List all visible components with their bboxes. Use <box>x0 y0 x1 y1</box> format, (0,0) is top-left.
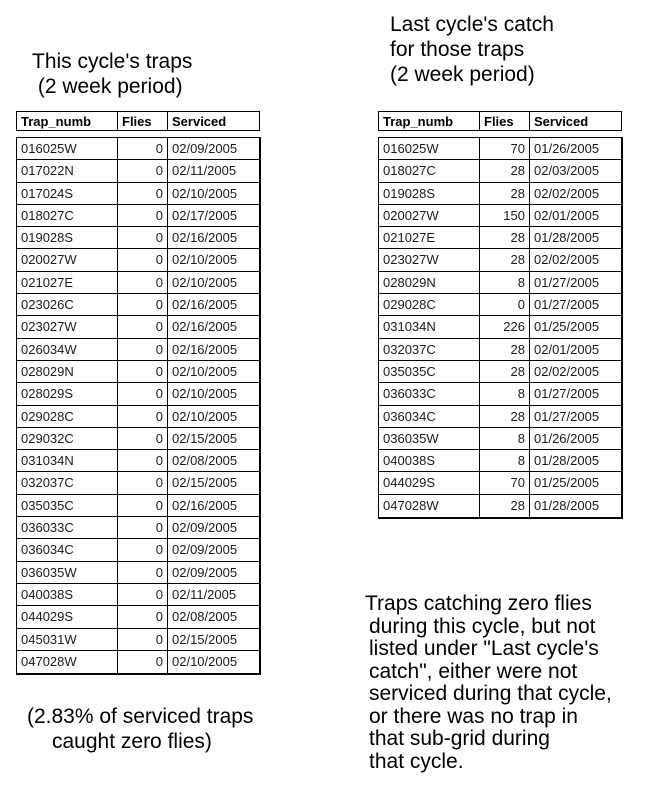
table-row <box>17 138 259 160</box>
trap-number-cell: 045031W <box>17 629 118 650</box>
flies-cell: 70 <box>480 472 530 493</box>
flies-cell: 0 <box>118 629 168 650</box>
trap-number-cell: 035035C <box>379 361 480 382</box>
serviced-date-cell: 02/16/2005 <box>172 319 238 335</box>
zero-flies-note-line1: (2.83% of serviced traps <box>27 705 254 728</box>
flies-cell: 8 <box>480 450 530 471</box>
trap-number-cell: 044029S <box>379 472 480 493</box>
serviced-date-cell: 02/10/2005 <box>172 386 238 402</box>
flies-cell: 0 <box>118 584 168 605</box>
table-row <box>17 584 259 606</box>
table-row <box>17 361 259 383</box>
column-header-trap-numb: Trap_numb <box>17 112 118 130</box>
table-row <box>17 227 259 249</box>
flies-cell: 0 <box>118 406 168 427</box>
trap-number-cell: 026034W <box>17 339 118 360</box>
last-cycle-table-header <box>378 111 622 131</box>
serviced-date-cell: 02/17/2005 <box>172 207 238 223</box>
table-row <box>17 383 259 405</box>
explanation-line: Traps catching zero flies <box>365 592 592 615</box>
serviced-date-cell: 02/09/2005 <box>172 141 238 156</box>
explanation-line: or there was no trap in <box>369 704 578 728</box>
table-row <box>17 316 259 338</box>
serviced-date-cell: 02/08/2005 <box>172 609 238 625</box>
serviced-date-cell: 01/28/2005 <box>534 453 600 469</box>
table-row <box>17 562 259 584</box>
flies-cell: 0 <box>118 294 168 315</box>
trap-number-cell: 036035W <box>17 562 118 583</box>
flies-cell: 28 <box>480 406 530 427</box>
table-row <box>379 272 621 294</box>
table-row <box>379 495 621 517</box>
this-cycle-title-line2: (2 week period) <box>32 75 183 98</box>
table-row <box>17 428 259 450</box>
column-header-serviced: Serviced <box>534 114 589 129</box>
table-row <box>17 272 259 294</box>
table-row <box>379 183 621 205</box>
serviced-date-cell: 02/01/2005 <box>534 341 600 357</box>
explanation-line: during this cycle, but not <box>369 614 596 638</box>
explanation-line: that cycle. <box>369 749 464 773</box>
flies-cell: 0 <box>118 495 168 516</box>
explanation-line: serviced during that cycle, <box>369 682 612 705</box>
flies-cell: 226 <box>480 316 530 337</box>
column-header-flies: Flies <box>118 112 168 130</box>
last-cycle-title-line2: for those traps <box>390 38 525 61</box>
table-row <box>17 517 259 539</box>
table-row <box>17 450 259 472</box>
table-row <box>379 249 621 271</box>
trap-number-cell: 018027C <box>17 205 118 226</box>
flies-cell: 70 <box>480 138 530 159</box>
serviced-date-cell: 02/11/2005 <box>172 163 237 179</box>
flies-cell: 0 <box>118 606 168 627</box>
serviced-date-cell: 01/25/2005 <box>534 319 600 335</box>
explanation-line: listed under "Last cycle's <box>369 637 599 660</box>
flies-cell: 150 <box>480 205 530 226</box>
trap-number-cell: 023027W <box>17 316 118 337</box>
serviced-date-cell: 01/25/2005 <box>534 475 600 491</box>
explanation-line: catch", either were not <box>369 659 578 683</box>
flies-cell: 0 <box>118 249 168 270</box>
table-row <box>379 428 621 450</box>
explanation-line: that sub-grid during <box>369 727 550 750</box>
serviced-date-cell: 01/27/2005 <box>534 274 600 290</box>
table-row <box>379 294 621 316</box>
serviced-date-cell: 02/10/2005 <box>172 252 238 268</box>
flies-cell: 28 <box>480 361 530 382</box>
trap-number-cell: 021027E <box>379 227 480 248</box>
flies-cell: 0 <box>118 138 168 159</box>
serviced-date-cell: 02/10/2005 <box>172 274 238 290</box>
flies-cell: 0 <box>118 539 168 560</box>
serviced-date-cell: 02/15/2005 <box>172 430 238 446</box>
serviced-date-cell: 02/16/2005 <box>172 497 238 513</box>
flies-cell: 0 <box>118 160 168 181</box>
flies-cell: 28 <box>480 495 530 517</box>
table-row <box>17 183 259 205</box>
serviced-date-cell: 02/02/2005 <box>534 252 600 268</box>
serviced-date-cell: 02/15/2005 <box>172 475 238 491</box>
table-row <box>17 406 259 428</box>
table-row <box>17 339 259 361</box>
this-cycle-table <box>16 137 261 675</box>
table-row <box>17 539 259 561</box>
serviced-date-cell: 02/09/2005 <box>172 520 238 536</box>
trap-number-cell: 016025W <box>17 138 118 159</box>
serviced-date-cell: 01/27/2005 <box>534 297 600 313</box>
trap-number-cell: 019028S <box>17 227 118 248</box>
trap-number-cell: 016025W <box>379 138 480 159</box>
last-cycle-title-line3: (2 week period) <box>390 63 535 86</box>
trap-number-cell: 040038S <box>379 450 480 471</box>
flies-cell: 0 <box>118 205 168 226</box>
flies-cell: 0 <box>480 294 530 315</box>
table-row <box>379 138 621 160</box>
serviced-date-cell: 01/28/2005 <box>534 497 600 513</box>
serviced-date-cell: 02/09/2005 <box>172 542 238 558</box>
serviced-date-cell: 02/10/2005 <box>172 653 238 669</box>
flies-cell: 0 <box>118 383 168 404</box>
table-row <box>379 450 621 472</box>
trap-number-cell: 036034C <box>17 539 118 560</box>
this-cycle-table-header <box>16 111 260 131</box>
serviced-date-cell: 01/26/2005 <box>534 141 600 156</box>
trap-number-cell: 040038S <box>17 584 118 605</box>
trap-number-cell: 036033C <box>379 383 480 404</box>
last-cycle-table <box>378 137 623 519</box>
serviced-date-cell: 02/16/2005 <box>172 297 238 313</box>
flies-cell: 0 <box>118 361 168 382</box>
trap-number-cell: 029032C <box>17 428 118 449</box>
trap-number-cell: 019028S <box>379 183 480 204</box>
serviced-date-cell: 02/08/2005 <box>172 453 238 469</box>
this-cycle-title <box>32 49 192 99</box>
serviced-date-cell: 01/26/2005 <box>534 430 600 446</box>
trap-number-cell: 032037C <box>17 472 118 493</box>
flies-cell: 0 <box>118 450 168 471</box>
table-row <box>379 316 621 338</box>
trap-number-cell: 029028C <box>17 406 118 427</box>
trap-number-cell: 031034N <box>17 450 118 471</box>
serviced-date-cell: 02/01/2005 <box>534 207 600 223</box>
serviced-date-cell: 02/10/2005 <box>172 363 238 379</box>
serviced-date-cell: 02/03/2005 <box>534 163 600 179</box>
trap-number-cell: 032037C <box>379 339 480 360</box>
table-row <box>379 160 621 182</box>
trap-number-cell: 018027C <box>379 160 480 181</box>
serviced-date-cell: 02/09/2005 <box>172 564 238 580</box>
table-row <box>379 227 621 249</box>
flies-cell: 8 <box>480 383 530 404</box>
this-cycle-title-line1: This cycle's traps <box>32 50 193 73</box>
trap-number-cell: 036034C <box>379 406 480 427</box>
trap-number-cell: 021027E <box>17 272 118 293</box>
zero-flies-note-line2: caught zero flies) <box>52 730 212 753</box>
serviced-date-cell: 01/27/2005 <box>534 386 600 402</box>
flies-cell: 28 <box>480 249 530 270</box>
flies-cell: 8 <box>480 428 530 449</box>
trap-number-cell: 020027W <box>379 205 480 226</box>
serviced-date-cell: 02/10/2005 <box>172 408 238 424</box>
serviced-date-cell: 01/28/2005 <box>534 230 600 246</box>
trap-number-cell: 036035W <box>379 428 480 449</box>
serviced-date-cell: 01/27/2005 <box>534 408 600 424</box>
table-row <box>379 406 621 428</box>
flies-cell: 28 <box>480 227 530 248</box>
table-row <box>17 294 259 316</box>
flies-cell: 0 <box>118 316 168 337</box>
explanation-note <box>365 593 612 773</box>
flies-cell: 0 <box>118 183 168 204</box>
trap-number-cell: 028029S <box>17 383 118 404</box>
table-row <box>379 339 621 361</box>
trap-number-cell: 020027W <box>17 249 118 270</box>
trap-number-cell: 017022N <box>17 160 118 181</box>
trap-number-cell: 028029N <box>17 361 118 382</box>
flies-cell: 0 <box>118 562 168 583</box>
trap-number-cell: 023027W <box>379 249 480 270</box>
serviced-date-cell: 02/16/2005 <box>172 341 238 357</box>
trap-number-cell: 036033C <box>17 517 118 538</box>
serviced-date-cell: 02/15/2005 <box>172 631 238 647</box>
table-row <box>17 606 259 628</box>
flies-cell: 0 <box>118 651 168 673</box>
serviced-date-cell: 02/02/2005 <box>534 363 600 379</box>
serviced-date-cell: 02/02/2005 <box>534 185 600 201</box>
flies-cell: 0 <box>118 472 168 493</box>
flies-cell: 0 <box>118 339 168 360</box>
column-header-trap-numb: Trap_numb <box>379 112 480 130</box>
trap-number-cell: 047028W <box>17 651 118 673</box>
table-row <box>17 205 259 227</box>
flies-cell: 28 <box>480 160 530 181</box>
flies-cell: 0 <box>118 272 168 293</box>
last-cycle-title <box>390 12 554 87</box>
flies-cell: 0 <box>118 517 168 538</box>
trap-number-cell: 029028C <box>379 294 480 315</box>
table-row <box>17 472 259 494</box>
column-header-flies: Flies <box>480 112 530 130</box>
flies-cell: 28 <box>480 183 530 204</box>
table-row <box>379 361 621 383</box>
serviced-date-cell: 02/11/2005 <box>172 586 237 602</box>
flies-cell: 8 <box>480 272 530 293</box>
table-row <box>17 651 259 673</box>
trap-number-cell: 047028W <box>379 495 480 517</box>
table-row <box>17 495 259 517</box>
trap-number-cell: 044029S <box>17 606 118 627</box>
column-header-serviced: Serviced <box>172 114 227 129</box>
flies-cell: 0 <box>118 227 168 248</box>
serviced-date-cell: 02/10/2005 <box>172 185 238 201</box>
zero-flies-note <box>27 704 253 754</box>
table-row <box>17 629 259 651</box>
table-row <box>379 205 621 227</box>
trap-number-cell: 023026C <box>17 294 118 315</box>
last-cycle-title-line1: Last cycle's catch <box>390 13 554 36</box>
table-row <box>379 472 621 494</box>
trap-number-cell: 017024S <box>17 183 118 204</box>
table-row <box>17 249 259 271</box>
trap-number-cell: 031034N <box>379 316 480 337</box>
flies-cell: 0 <box>118 428 168 449</box>
trap-number-cell: 028029N <box>379 272 480 293</box>
flies-cell: 28 <box>480 339 530 360</box>
trap-number-cell: 035035C <box>17 495 118 516</box>
table-row <box>379 383 621 405</box>
table-row <box>17 160 259 182</box>
serviced-date-cell: 02/16/2005 <box>172 230 238 246</box>
